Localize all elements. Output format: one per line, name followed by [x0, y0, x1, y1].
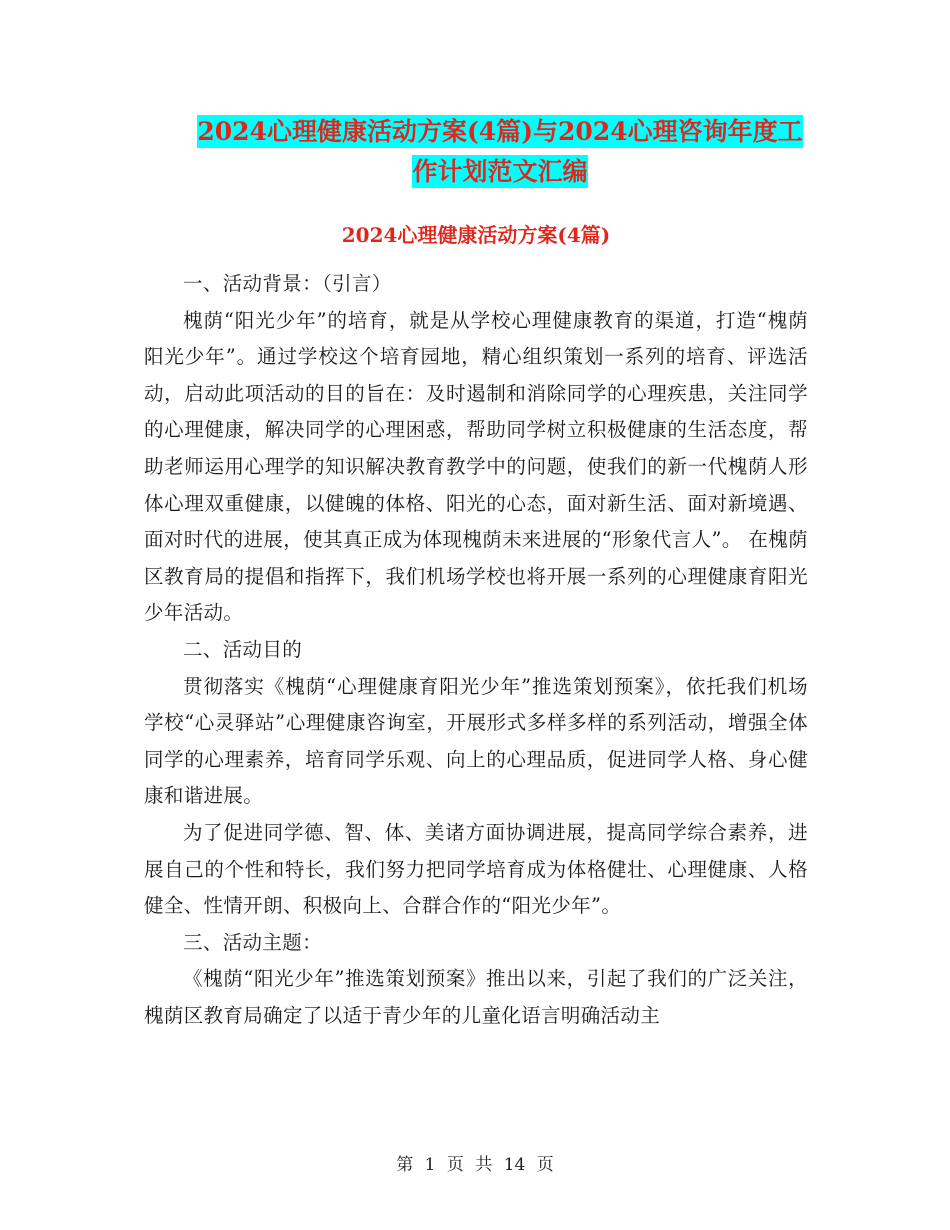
document-body [144, 236, 808, 1034]
heading-purpose: 二、活动目的 [183, 637, 303, 661]
paragraph-purpose-1: 贯彻落实《槐荫“心理健康育阳光少年”推选策划预案》，依托我们机场学校“心灵驿站”心理健康咨询室，开展形式多样多样的系列活动，增强全体同学的心理素养，培育同学乐观、向上的心理品质，促进同学人格、身心健康和谐进展。 [144, 674, 808, 808]
page-footer: 第 1 页 共 14 页 [396, 1155, 554, 1175]
heading-theme: 三、活动主题： [183, 930, 322, 954]
title-line-1: 2024心理健康活动方案(4篇)与2024心理咨询年度工 [197, 117, 803, 146]
paragraph-purpose-2: 为了促进同学德、智、体、美诸方面协调进展，提高同学综合素养，进展自己的个性和特长，我们努力把同学培育成为体格健壮、心理健康、人格健全、性情开朗、积极向上、合群合作的“阳光少年”。 [144, 820, 808, 918]
document-title [140, 112, 860, 192]
paragraph-theme: 《槐荫“阳光少年”推选策划预案》推出以来，引起了我们的广泛关注，槐荫区教育局确定了以适于青少年的儿童化语言明确活动主 [144, 967, 808, 1027]
paragraph-background: 槐荫“阳光少年”的培育，就是从学校心理健康教育的渠道，打造“槐荫阳光少年”。通过学校这个培育园地，精心组织策划一系列的培育、评选活动，启动此项活动的目的旨在：及时遏制和消除同学的心理疾患，关注同学的心理健康，解决同学的心理困惑，帮助同学树立积极健康的生活态度，帮助老师运用心理学的知识解决教育教学中的问题，使我们的新一代槐荫人形体心理双重健康，以健魄的体格、阳光的心态，面对新生活、面对新境遇、面对时代的进展，使其真正成为体现槐荫未来进展的“形象代言人”。 在槐荫区教育局的提倡和指挥下，我们机场学校也将开展一系列的心理健康育阳光少年活动。 [144, 308, 808, 625]
heading-background: 一、活动背景：（引言） [183, 272, 392, 295]
section-title: 2024心理健康活动方案(4篇) [341, 223, 611, 247]
title-line-2: 作计划范文汇编 [412, 157, 588, 186]
